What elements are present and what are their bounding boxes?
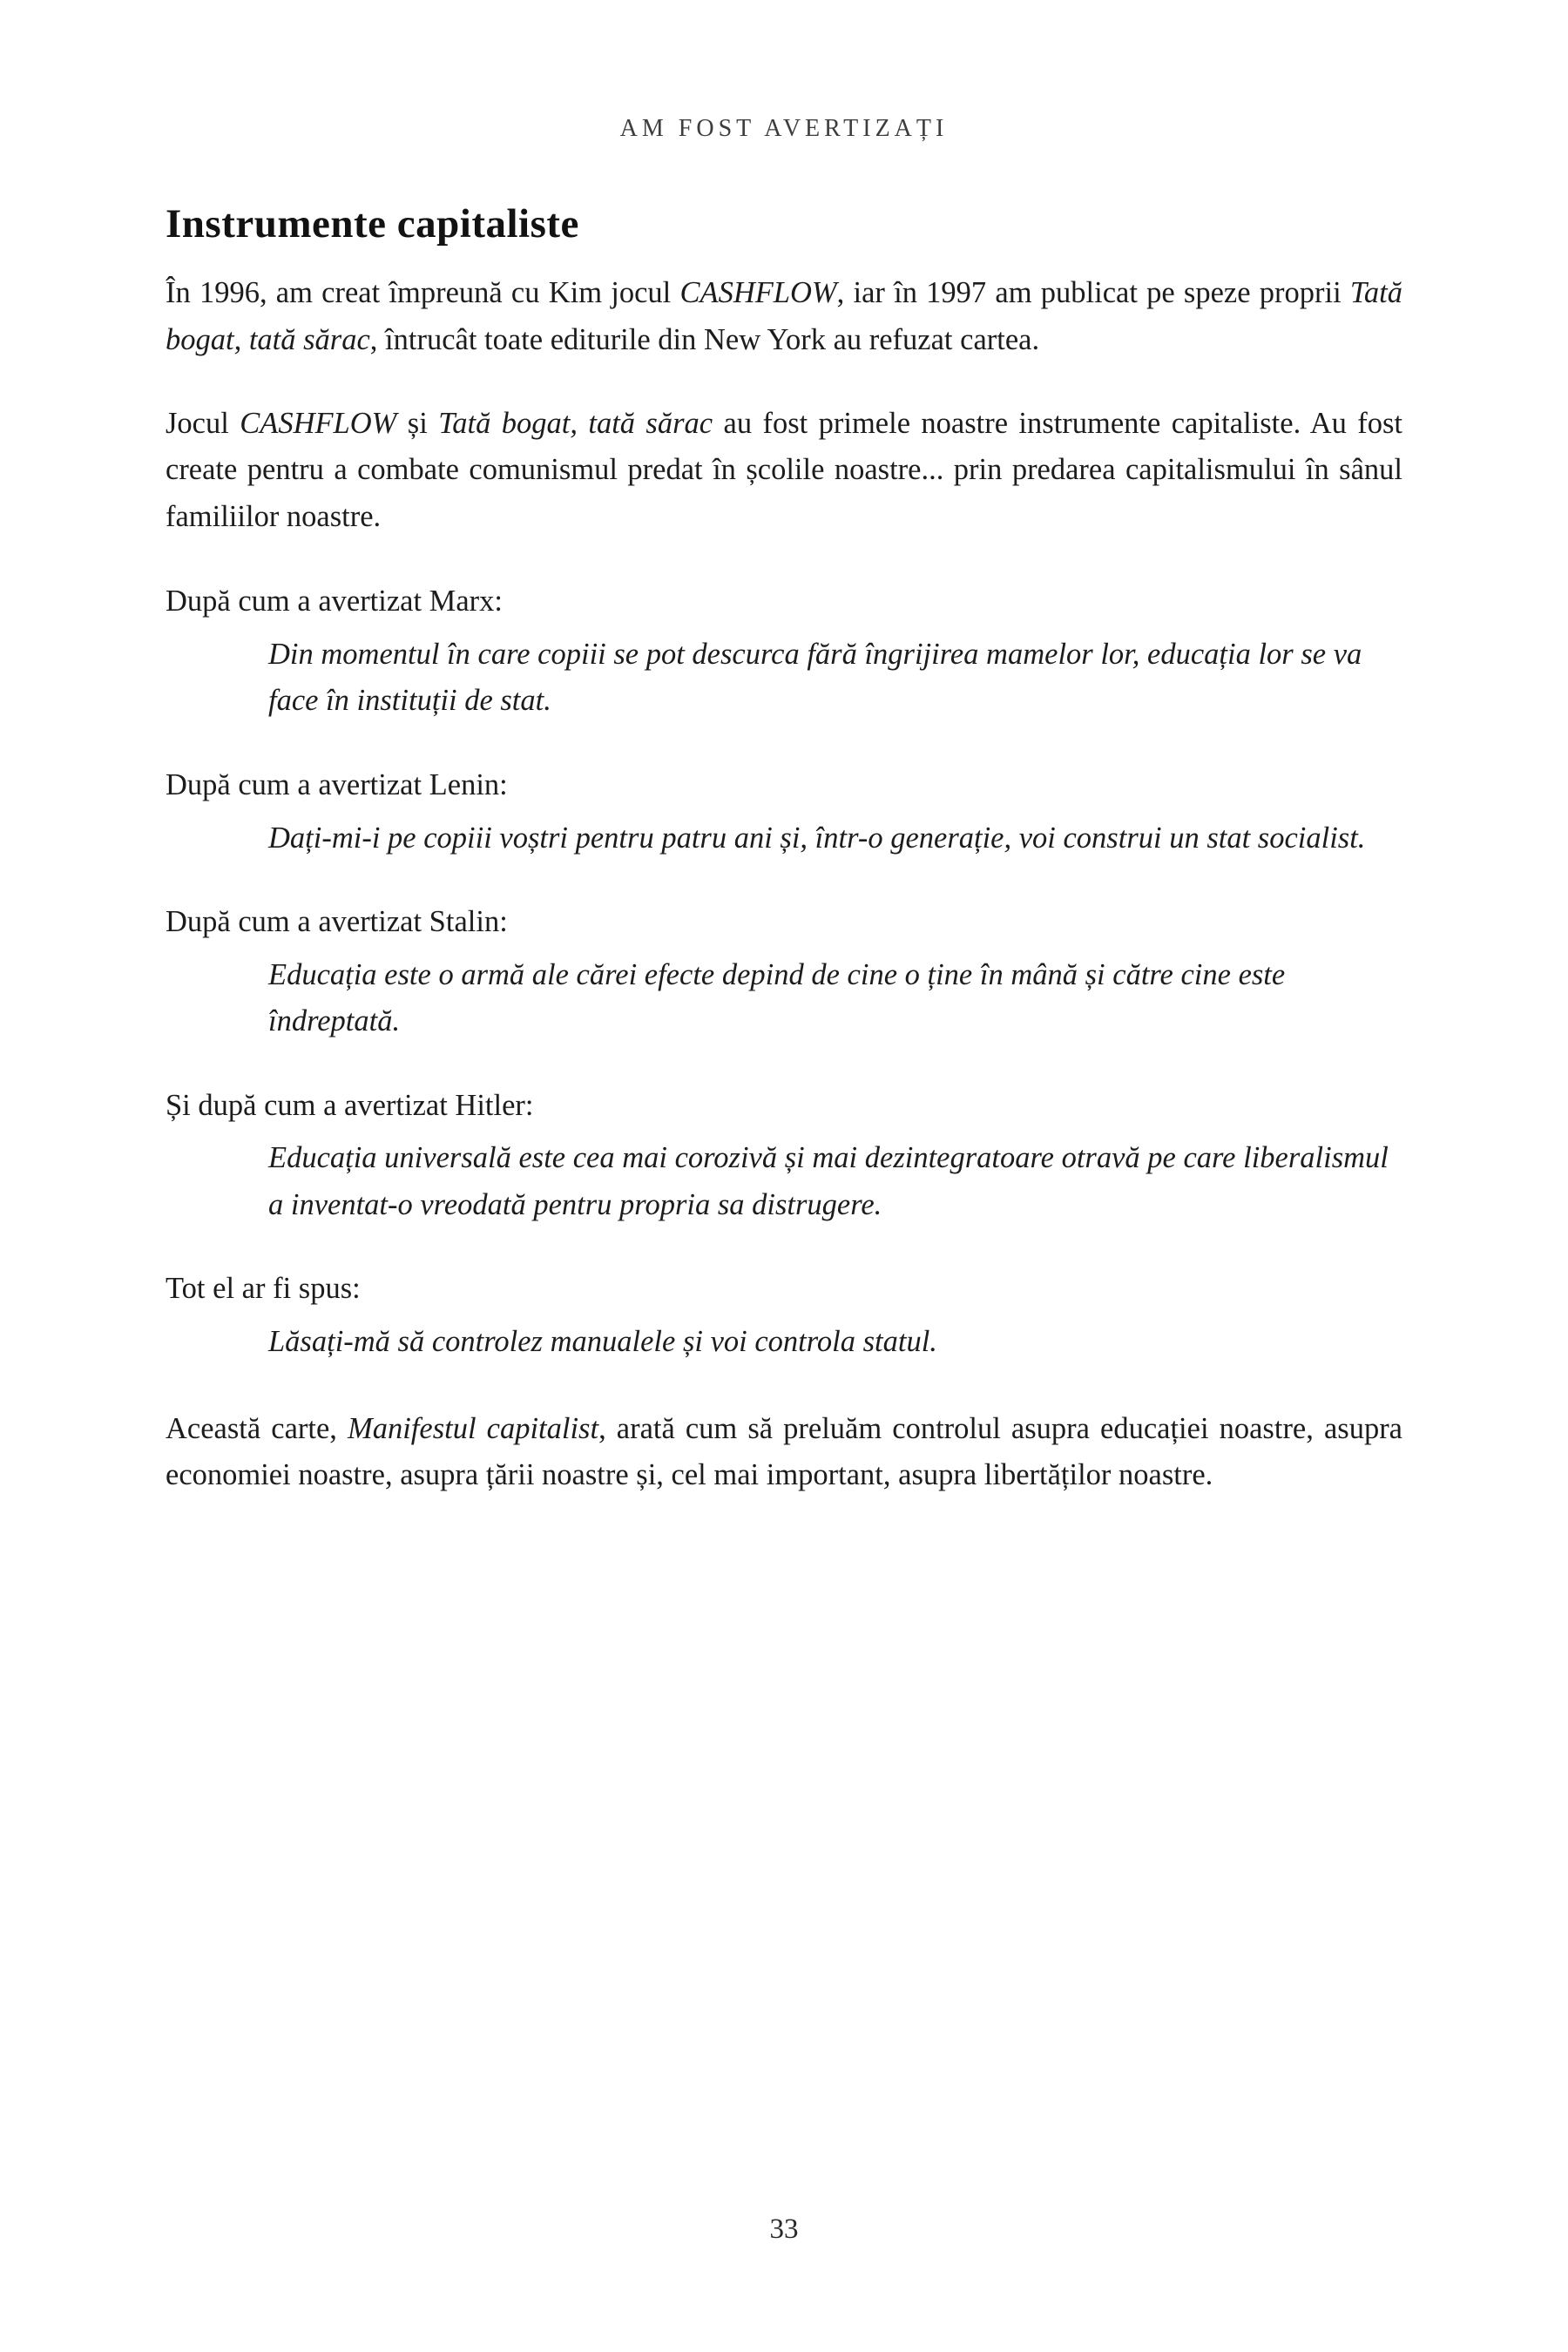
warning-marx-quote: Din momentul în care copiii se pot descurca fără îngrijirea mamelor lor, educația lor se va face în instituții de stat. bbox=[268, 637, 1362, 718]
warning-marx bbox=[166, 579, 1402, 725]
page-number: 33 bbox=[769, 2213, 799, 2245]
intro-paragraph: În 1996, am creat împreună cu Kim jocul CASHFLOW, iar în 1997 am publicat pe speze proprii Tată bogat, tată sărac, întrucât toate editurile din New York au refuzat cartea. bbox=[166, 276, 1402, 356]
warning-marx-lead: După cum a avertizat Marx: bbox=[166, 585, 503, 618]
warning-stalin-lead: După cum a avertizat Stalin: bbox=[166, 904, 508, 938]
warning-attributed-quote: Lăsați-mă să controlez manualele și voi controla statul. bbox=[268, 1325, 937, 1359]
closing-paragraph: Această carte, Manifestul capitalist, arată cum să preluăm controlul asupra educației noastre, asupra economiei noastre, asupra țării noastre și, cel mai important, asupra libertăților noastre. bbox=[166, 1411, 1402, 1492]
warning-hitler-lead: Și după cum a avertizat Hitler: bbox=[166, 1088, 534, 1122]
warning-stalin-quote: Educația este o armă ale cărei efecte depind de cine o ține în mână și către cine este îndreptată. bbox=[268, 957, 1286, 1038]
warning-lenin-quote: Dați-mi-i pe copiii voștri pentru patru ani și, într-o generație, voi construi un stat socialist. bbox=[268, 821, 1366, 855]
warning-stalin bbox=[166, 900, 1402, 1045]
warning-attributed-lead: Tot el ar fi spus: bbox=[166, 1272, 361, 1306]
warning-lenin bbox=[166, 763, 1402, 862]
warning-hitler bbox=[166, 1084, 1402, 1229]
warning-attributed bbox=[166, 1267, 1402, 1365]
running-header: AM FOST AVERTIZAȚI bbox=[619, 115, 949, 142]
section-title: Instrumente capitaliste bbox=[166, 201, 579, 247]
warning-hitler-quote: Educația universală este cea mai corozivă și mai dezintegratoare otravă pe care liberalismul a inventat-o vreodată pentru propria sa distrugere. bbox=[268, 1141, 1389, 1221]
warning-lenin-lead: După cum a avertizat Lenin: bbox=[166, 767, 508, 801]
tools-paragraph: Jocul CASHFLOW și Tată bogat, tată sărac au fost primele noastre instrumente capitaliste. Au fost create pentru a combate comunismul predat în școlile noastre... prin predarea capitalismului în sânul familiilor noastre. bbox=[166, 406, 1403, 534]
